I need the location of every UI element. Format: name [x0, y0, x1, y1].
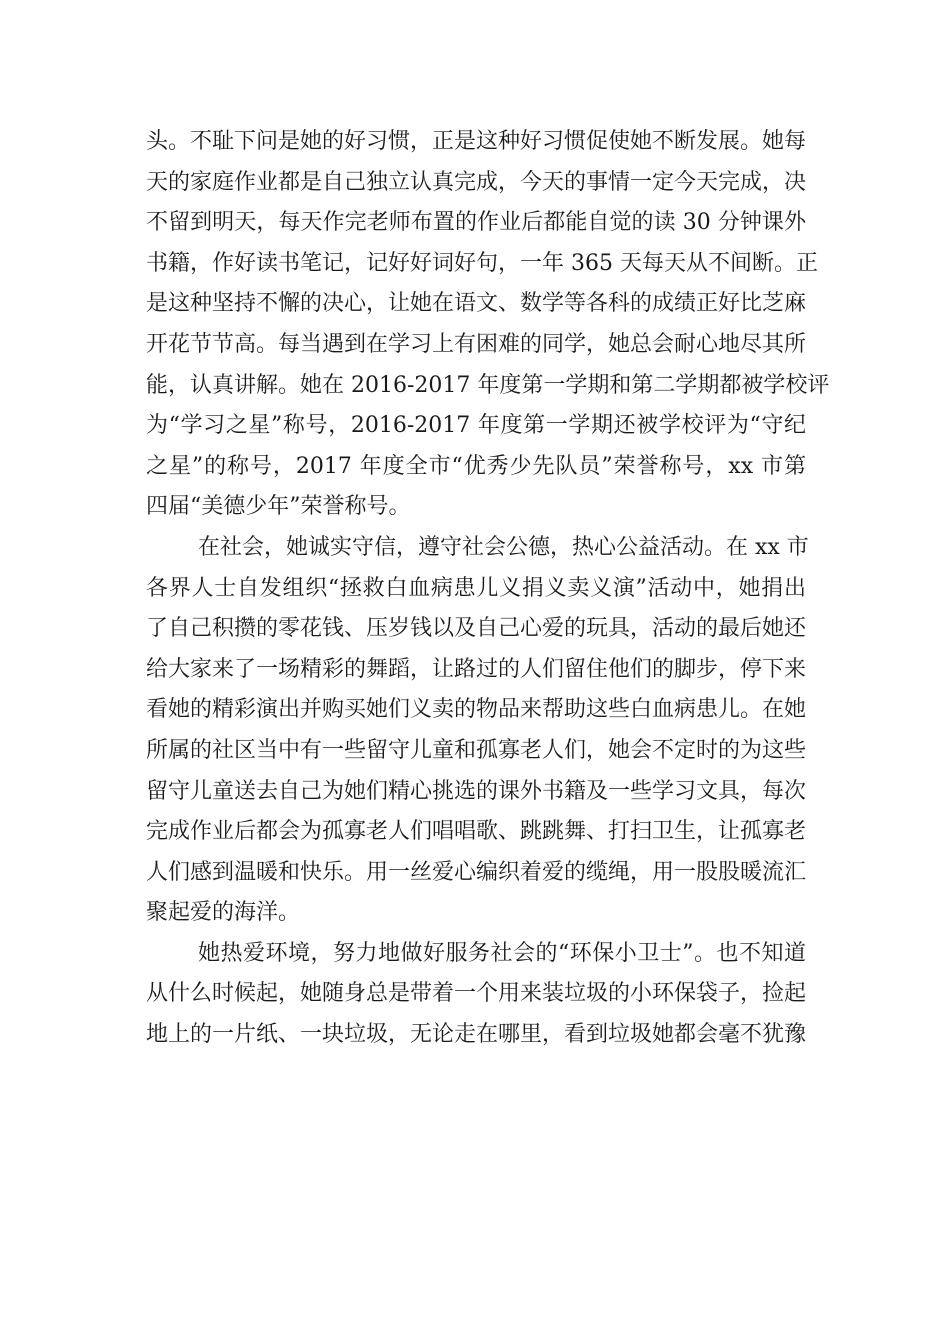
text-line: 了自己积攒的零花钱、压岁钱以及自己心爱的玩具，活动的最后她还 [146, 616, 807, 642]
text-line: 开花节节高。每当遇到在学习上有困难的同学，她总会耐心地尽其所 [146, 331, 807, 357]
text-line: 完成作业后都会为孤寡老人们唱唱歌、跳跳舞、打扫卫生，让孤寡老 [146, 819, 807, 845]
text-line: 从什么时候起，她随身总是带着一个用来装垃圾的小环保袋子，捡起 [146, 981, 807, 1007]
text-line: 各界人士自发组织“拯救白血病患儿义捐义卖义演”活动中，她捐出 [146, 575, 806, 601]
text-line: 人们感到温暖和快乐。用一丝爱心编织着爱的缆绳，用一股股暖流汇 [146, 859, 807, 885]
document-body [146, 122, 830, 1056]
text-line: 在社会，她诚实守信，遵守社会公德，热心公益活动。在 xx 市 [198, 534, 809, 560]
paragraph-continued [146, 122, 830, 528]
text-line: 之星”的称号，2017 年度全市“优秀少先队员”荣誉称号，xx 市第 [146, 453, 806, 479]
text-line: 留守儿童送去自己为她们精心挑选的课外书籍及一些学习文具，每次 [146, 778, 807, 804]
text-line: 她热爱环境，努力地做好服务社会的“环保小卫士”。也不知道 [198, 940, 806, 966]
paragraph-society [146, 528, 809, 934]
text-line: 聚起爱的海洋。 [146, 900, 301, 926]
text-line: 四届“美德少年”荣誉称号。 [146, 494, 411, 520]
text-line: 看她的精彩演出并购买她们义卖的物品来帮助这些白血病患儿。在她 [146, 697, 807, 723]
text-line: 所属的社区当中有一些留守儿童和孤寡老人们，她会不定时的为这些 [146, 737, 807, 763]
paragraph-environment [146, 934, 806, 1056]
text-line: 天的家庭作业都是自己独立认真完成，今天的事情一定今天完成，决 [146, 169, 807, 195]
text-line: 为“学习之星”称号，2016-2017 年度第一学期还被学校评为“守纪 [146, 413, 806, 439]
text-line: 是这种坚持不懈的决心，让她在语文、数学等各科的成绩正好比芝麻 [146, 291, 807, 317]
text-line: 地上的一片纸、一块垃圾，无论走在哪里，看到垃圾她都会毫不犹豫 [146, 1022, 807, 1048]
text-line: 给大家来了一场精彩的舞蹈，让路过的人们留住他们的脚步，停下来 [146, 656, 807, 682]
text-line: 书籍，作好读书笔记，记好好词好句，一年 365 天每天从不间断。正 [146, 250, 818, 276]
text-line: 不留到明天，每天作完老师布置的作业后都能自觉的读 30 分钟课外 [146, 210, 806, 236]
text-line: 头。不耻下问是她的好习惯，正是这种好习惯促使她不断发展。她每 [146, 129, 807, 154]
text-line: 能，认真讲解。她在 2016-2017 年度第一学期和第二学期都被学校评 [146, 372, 830, 398]
